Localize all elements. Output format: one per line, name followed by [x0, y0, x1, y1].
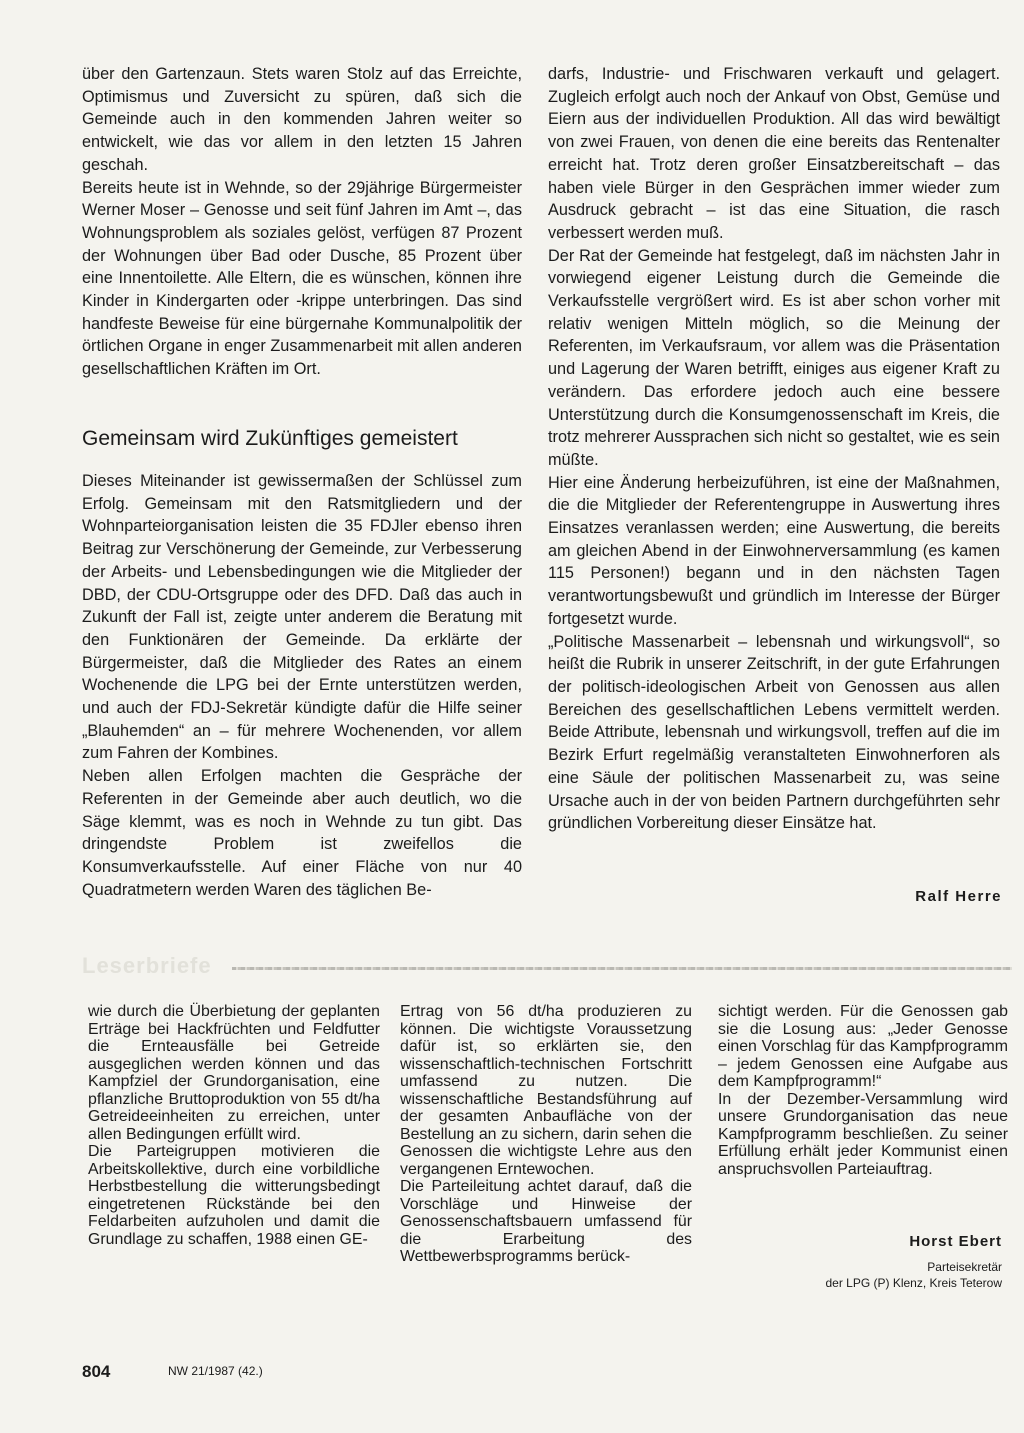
- issue-label: NW 21/1987 (42.): [168, 1364, 263, 1378]
- letter-signature-role: [825, 1259, 1002, 1291]
- signature-role-line: der LPG (P) Klenz, Kreis Teterow: [825, 1276, 1002, 1290]
- paragraph: „Politische Massenarbeit – lebensnah und wirkungsvoll“, so heißt die Rubrik in unserer Zeitschrift, in der gute Erfahrungen der politisch-ideologischen Arbeit von Genossen aus allen Bereichen des gesellschaftlichen Lebens vermittelt werden. Beide Attribute, lebensnah und wirkungsvoll, treffen auf die im Bezirk Erfurt regelmäßig veranstalteten Einwohnerforen als eine Säule der politischen Massenarbeit zu, was seine Ursache auch in der von beiden Partnern durchgeführten sehr gründlichen Vorbereitung dieser Einsätze hat.: [548, 632, 1000, 833]
- paragraph: darfs, Industrie- und Frischwaren verkauft und gelagert. Zugleich erfolgt auch noch der Ankauf von Obst, Gemüse und Eiern aus der individuellen Produktion. All das wird bewältigt von zwei Frauen, von denen die eine bereits das Rentenalter erreicht hat. Trotz deren großer Einsatzbereitschaft – das haben viele Bürger in den Gesprächen immer wieder zum Ausdruck gebracht – ist das eine Situation, die rasch verbessert werden muß.: [548, 65, 1000, 242]
- paragraph: Bereits heute ist in Wehnde, so der 29jährige Bürgermeister Werner Moser – Genosse und seit fünf Jahren im Amt –, das Wohnungsproblem als soziales gelöst, verfügen 87 Prozent der Wohnungen über Bad oder Dusche, 85 Prozent über eine Innentoilette. Alle Eltern, die es wünschen, können ihre Kinder in Kindergarten oder -krippe unterbringen. Das sind handfeste Beweise für eine bürgernahe Kommunalpolitik der örtlichen Organe in enger Zusammenarbeit mit allen anderen gesellschaftlichen Kräften im Ort.: [82, 178, 522, 379]
- article-left-column: [82, 63, 522, 381]
- section-divider: [82, 955, 1012, 977]
- article-right-column: [548, 63, 1000, 835]
- letter-column-1: [88, 1003, 380, 1248]
- section-label: Leserbriefe: [82, 953, 212, 978]
- section-heading: Gemeinsam wird Zukünftiges gemeistert: [82, 427, 458, 450]
- letter-column-2: [400, 1003, 692, 1266]
- article-left-column-continued: [82, 470, 522, 901]
- paragraph: Der Rat der Gemeinde hat festgelegt, daß im nächsten Jahr in vorwiegend eigener Leistung durch die Gemeinde die Verkaufsstelle vergrößert wird. Es ist aber schon vorher mit relativ wenigen Mitteln möglich, so die Meinung der Referenten, im Verkaufsraum, vor allem was die Präsentation und Lagerung der Waren betrifft, einiges aus eigener Kraft zu verändern. Das erfordere jedoch auch eine bessere Unterstützung durch die Konsumgenossenschaft im Kreis, die trotz mehrerer Aussprachen sich nicht so gestaltet, wie es sein müßte.: [548, 246, 1000, 469]
- paragraph: Die Parteileitung achtet darauf, daß die Vorschläge und Hinweise der Genossenschaftsbauern umfassend für die Erarbeitung des Wettbewerbsprogramms berück-: [400, 1178, 692, 1265]
- letter-column-3: [718, 1003, 1008, 1178]
- paragraph: wie durch die Überbietung der geplanten Erträge bei Hackfrüchten und Feldfutter die Ernteausfälle bei Getreide ausgeglichen werden können und das Kampfziel der Grundorganisation, eine pflanzliche Bruttoproduktion von 55 dt/ha Getreideeinheiten zu erreichen, unter allen Bedingungen erfüllt wird.: [88, 1003, 380, 1143]
- letter-signature-name: Horst Ebert: [909, 1233, 1002, 1250]
- paragraph: In der Dezember-Versammlung wird unsere Grundorganisation das neue Kampfprogramm beschließen. Zu seiner Erfüllung erhält jeder Kommunist einen anspruchsvollen Parteiauftrag.: [718, 1090, 1008, 1178]
- page-number: 804: [82, 1362, 111, 1381]
- paragraph: Ertrag von 56 dt/ha produzieren zu können. Die wichtigste Voraussetzung dafür ist, so erklärten sie, den wissenschaftlich-technischen Fortschritt umfassend zu nutzen. Die wissenschaftliche Bestandsführung auf der gesamten Anbaufläche von der Bestellung an zu sichern, darin sehen die Genossen die wichtigste Lehre aus den vergangenen Erntewochen.: [400, 1003, 692, 1178]
- paragraph: Hier eine Änderung herbeizuführen, ist eine der Maßnahmen, die die Mitglieder der Referentengruppe in Auswertung ihres Einsatzes veranlassen werden; eine Auswertung, die bereits am gleichen Abend in der Einwohnerversammlung (es kamen 115 Personen!) begann und in den nächsten Tagen verantwortungsbewußt und gründlich im Interesse der Bürger fortgesetzt wurde.: [548, 473, 1000, 628]
- signature-role-line: Parteisekretär: [927, 1260, 1002, 1274]
- paragraph: Neben allen Erfolgen machten die Gespräche der Referenten in der Gemeinde aber auch deutlich, wo die Säge klemmt, was es noch in Wehnde zu tun gibt. Das dringendste Problem ist zweifellos die Konsumverkaufsstelle. Auf einer Fläche von nur 40 Quadratmetern werden Waren des täglichen Be-: [82, 767, 522, 899]
- article-author: Ralf Herre: [915, 888, 1002, 905]
- paragraph: Dieses Miteinander ist gewissermaßen der Schlüssel zum Erfolg. Gemeinsam mit den Ratsmitgliedern und der Wohnparteiorganisation leisten die 35 FDJler ebenso ihren Beitrag zur Verschönerung der Gemeinde, zur Verbesserung der Arbeits- und Lebensbedingungen wie die Mitglieder der DBD, der CDU-Ortsgruppe oder des DFD. Daß das auch in Zukunft der Fall ist, zeigte unter anderem die Beratung mit den Funktionären der Gemeinde. Da erklärte der Bürgermeister, daß die Mitglieder des Rates an einem Wochenende die LPG bei der Ernte unterstützen werden, und auch der FDJ-Sekretär kündigte dafür die Hilfe seiner „Blauhemden“ an – für mehrere Wochenenden, vor allem zum Fahren der Kombines.: [82, 472, 522, 763]
- paragraph: über den Gartenzaun. Stets waren Stolz auf das Erreichte, Optimismus und Zuversicht zu spüren, daß sich die Gemeinde auch in den kommenden Jahren weiter so entwickelt, wie das vor allem in den letzten 15 Jahren geschah.: [82, 65, 522, 174]
- paragraph: sichtigt werden. Für die Genossen gab sie die Losung aus: „Jeder Genosse einen Vorschlag für das Kampfprogramm – jedem Genossen eine Aufgabe aus dem Kampfprogramm!“: [718, 1003, 1008, 1090]
- paragraph: Die Parteigruppen motivieren die Arbeitskollektive, durch eine vorbildliche Herbstbestellung die witterungsbedingt eingetretenen Rückstände bei den Feldarbeiten aufzuholen und damit die Grundlage zu schaffen, 1988 einen GE-: [88, 1143, 380, 1248]
- section-rule: [232, 967, 1012, 970]
